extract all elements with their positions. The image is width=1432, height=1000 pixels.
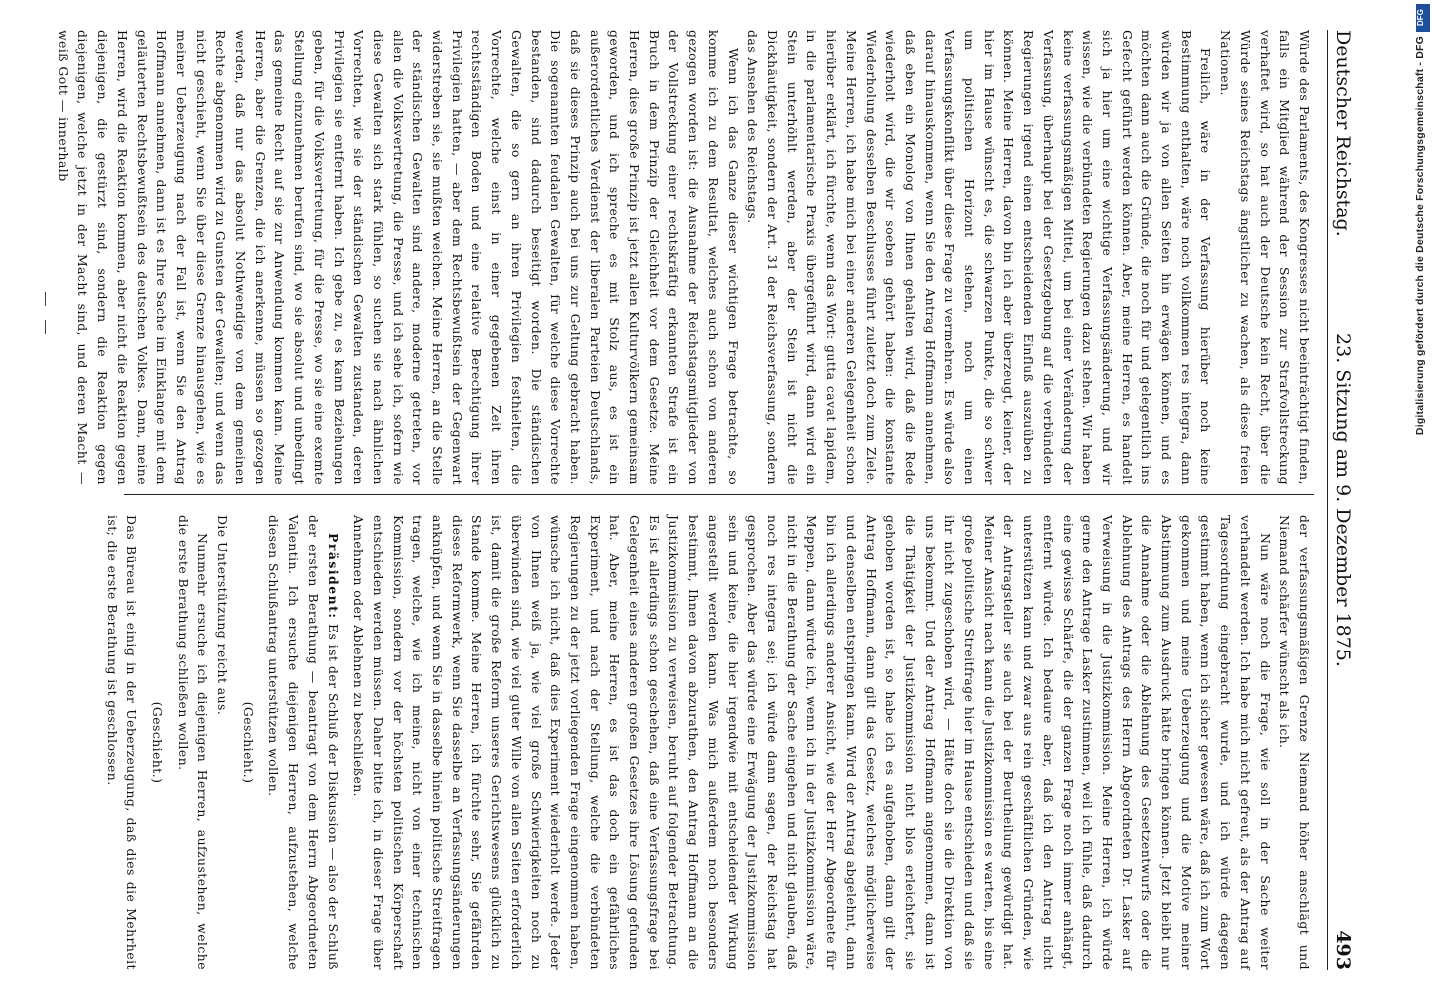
paragraph: der verfassungsmäßigen Grenze Niemand höher anschlägt und Niemand schärfer wünscht als ich. — [1277, 515, 1312, 970]
right-column — [104, 515, 1314, 970]
stage-note: (Geschieht.) — [240, 701, 256, 784]
stage-note: (Geschieht.) — [149, 701, 165, 784]
dfg-logo: DFG — [1416, 4, 1430, 32]
page-number: 493 — [1332, 930, 1354, 970]
header-left: Deutscher Reichstag. — [1332, 30, 1354, 237]
header-center: 23. Sitzung am 9. Dezember 1875. — [1332, 333, 1354, 667]
paragraph: Nun wäre noch die Frage, wie soll in der Sache weiter verhandelt werden. Ich habe mich nicht gefreut, als der Antrag auf Tagesordnung eingebracht wurde, und ich würde dagegen gestimmt haben, wenn ich sicher gewesen wäre, daß ich zum Wort gekommen und meine Ueberzeugung und die Motive meiner Abstimmung zum Ausdruck hätte bringen können. Jetzt bleibt nur die Annahme oder die Ablehnung des Gesetzentwurfs oder die Ablehnung des Antrags des Herrn Abgeordneten Dr. Lasker auf Verweisung in die Justizkommission. Meine Herren, ich würde gerne den Antrage Lasker zustimmen, weil ich fühle, daß dadurch eine gewisse Schärfe, die der ganzen Frage noch immer anhängt, entfernt würde. Ich bedaure aber, daß ich den Antrag nicht unterstützen kann und zwar aus rein geschäftlichen Gründen, wie der Antragsteller sie auch bei der Beurtheilung gewürdigt hat. Meiner Ansicht nach kann die Justizkommission es warten, bis eine große politische Streitfrage hier im Hause entschieden und daß sie ihr nicht zugeschoben wird, — Hätte doch sie die Direktion von uns bekommt. Und der Antrag Hoffmann angenommen, dann ist die Thätigkeit der Justizkommission nicht blos erleichtert, sie gehoben worden ist, so habe ich es aufgehoben, dann gilt der Antrag Hoffmann, dann gilt das Gesetz, welches möglicherweise und denselben entspringen kann. Wird der Antrag abgelehnt, dann bin ich allerdings anderer Ansicht, wie der Herr Abgeordnete für Meppen, dann würde ich, wenn ich in der Justizkommission wäre, nicht in die Berathung der Sache eingehen und nicht glauben, daß noch res integra sei; ich würde dann sagen, der Reichstag hat gesprochen. Aber das würde eine Erwägung der Justizkommission sein und keine, die hier irgendwie mit entscheidender Wirkung angestellt werden kann. Was mich außerdem noch besonders bestimmt, Ihnen davon abzurathen, den Antrag Hoffmann an die Justizkommission zu verweisen, beruht auf folgender Betrachtung. Es ist allerdings schon geschehen, daß eine Verfassungsfrage bei Gelegenheit eines anderen großen Gesetzes ihre Lösung gefunden hat. Aber, meine Herren, es ist das doch ein gefährliches Experiment, und nach der Stellung, welche die verbündeten Regierungen zu der jetzt vorliegenden Frage eingenommen haben, wünsche ich nicht, daß dies Experiment wiederholt werde. Jeder von Ihnen weiß ja, wie viel große Schwierigkeiten noch zu überwinden sind, wie viel guter Wille von allen Seiten erforderlich ist, damit die große Reform unseres Gerichtswesens glücklich zu Stande komme. Meine Herren, ich fürchte sehr, Sie gefährden dieses Reformwerk, wenn Sie dasselbe an Verfassungsänderungen anknüpfen, und wenn Sie in dasselbe hinein politische Streitfragen tragen, welche, wie ich meine, nicht von einer technischen Kommission, sondern vor der höchsten politischen Körperschaft entschieden werden müssen. Daher bitte ich, in dieser Frage über Annehmen oder Ablehnen zu beschließen. — [351, 515, 1273, 970]
paragraph: Freilich, wäre in der Verfassung hierüber noch keine Bestimmung enthalten, wäre noch vollkommen res integra, dann würden wir ja von allen Seiten hin erwägen können, und es möchten dann auch die Gründe, die noch für und gelegentlich ins Gefecht geführt werden können. Aber, meine Herren, es handelt sich ja hier um eine wichtige Verfassungsänderung, und wir wissen, wie die verbündeten Regierungen dazu stehen. Wir haben keine verfassungsmäßigen Mittel, um bei einer Veränderung der Verfassung, überhaupt bei der Gesetzgebung auf die verbündeten Regierungen irgend einen entscheidenden Einfluß auszuüben zu können. Meine Herren, davon bin ich aber überzeugt, keiner, der hier im Hause wünscht es, die schwarzen Punkte, die so schwer um politischen Horizont stehen, noch um einen Verfassungskonflikt über diese Frage zu vermehren. Es würde also darauf hinauskommen, wenn Sie den Antrag Hoffmann annehmen, daß eben ein Monolog von Ihnen gehalten wird, daß die Rede wiederholt wird, die wir soeben gehört haben: die konstante Wiederholung desselben Beschlusses führt zuletzt doch zum Ziele. Meine Herren, ich habe mich bei einer anderen Gelegenheit schon hierüber erklärt, ich fürchte, wenn das Wort: gutta cavat lapidem, in die parlamentarische Praxis übergeführt wird, dann wird ein Stein unterhöhlt werden, aber der Stein ist nicht die Dickhäutigkeit, sondern der Art. 31 der Reichsverfassung, sondern das Ansehen des Reichstags. — [745, 30, 1214, 485]
president-speech — [264, 515, 343, 970]
paragraph: Nunmehr ersuche ich diejenigen Herren, aufzustehen, welche die erste Berathung schließen wollen. — [175, 515, 211, 970]
footer-mark — [45, 320, 46, 334]
speech-text: Es ist der Schluß der Diskussion — also der Schluß der ersten Berathung — beantragt von dem Herrn Abgeordneten Valentin. Ich ersuche diejenigen Herren, aufzustehen, welche diesen Schlußantrag unterstützen wollen. — [266, 515, 341, 970]
credit-text: Digitalisierung gefördert durch die Deutsche Forschungsgemeinschaft - DFG — [1414, 36, 1426, 436]
footer-mark — [45, 292, 46, 306]
digitization-credit — [1412, 0, 1432, 1000]
left-column — [55, 30, 1314, 485]
paragraph: Würde des Parlaments, des Kongresses nicht beeinträchtigt finden, falls ein Mitglied während der Session zur Strafvollstreckung verhaftet wird, so hat auch der Deutsche kein Recht, über die Würde seines Reichstags ängstlicher zu wachen, als diese freien Nationen. — [1218, 30, 1312, 485]
paragraph: Wenn ich das Ganze dieser wichtigen Frage betrachte, so komme ich zu dem Resultat, welches auch schon von anderen gezogen worden ist: die Ausnahme der Reichstagsmitglieder von der Vollstreckung einer rechtskräftig erkannten Strafe ist ein Bruch in dem Prinzip der Gleichheit vor dem Gesetze. Meine Herren, dies große Prinzip ist jetzt allen Kulturvölkern gemeinsam geworden, und ich spreche es mit Stolz aus, es ist ein außerordentliches Verdienst der liberalen Parteien Deutschlands, daß sie dieses Prinzip auch bei uns zur Geltung gebracht haben. Die sogenannten feudalen Gewalten, für welche diese Vorrechte bestanden, sind dadurch beseitigt worden. Die ständischen Gewalten, die so gern an ihren Privilegien festhielten, die Vorrechte, welche einst in einer gegebenen Zeit ihren rechtsständigen Boden und eine relative Berechtigung ihrer Privilegien hatten, — aber dem Rechtsbewußtsein der Gegenwart widerstreben sie, sie mußten weichen. Meine Herren, an die Stelle der ständischen Gewalten sind andere, moderne getreten, vor allen die Volksvertretung, die Presse, und ich sehe ich, sofern wie diese Gewalten sich stark fühlen, so suchen sie nach ähnlichen Vorrechten, wie sie der ständischen Gewalten zustanden, deren Privilegien sie entfernt haben. Ich gebe zu, es kann Beziehungen geben, für die Volksvertretung, für die Presse, wo sie eine exemte Stellung einzunehmen berufen sind, wo sie absolut und unbedingt das gemeine Recht auf sie zur Anwendung kommen kann. Meine Herren, aber die Grenzen, die ich anerkenne, müssen so gezogen werden, daß nur das absolut Nothwendige von dem gemeinen Rechte abgenommen wird zu Gunsten der Gewalten; und wenn das nicht geschieht, wenn Sie über diese Grenze hinausgehen, wie es meiner Ueberzeugung nach der Fall ist, wenn Sie den Antrag Hoffmann annehmen, dann ist es Ihre Sache im Einklange mit dem geläuterten Rechtsbewußtsein des deutschen Volkes. Dann, meine Herren, wird die Reaktion kommen, aber nicht die Reaktion gegen diejenigen, die gestürzt sind, sondern die Reaktion gegen diejenigen, welche jetzt in der Macht sind, und deren Macht — weiß Gott — innerhalb — [55, 30, 741, 485]
paragraph: Die Unterstützung reicht aus. — [215, 515, 231, 716]
speaker-name: Präsident: — [325, 533, 341, 620]
running-head — [1327, 30, 1362, 970]
paragraph: Das Büreau ist einig in der Ueberzeugung, daß dies die Mehrheit ist; die erste Berathung ist geschlossen. — [104, 515, 140, 970]
column-divider — [124, 494, 1314, 495]
